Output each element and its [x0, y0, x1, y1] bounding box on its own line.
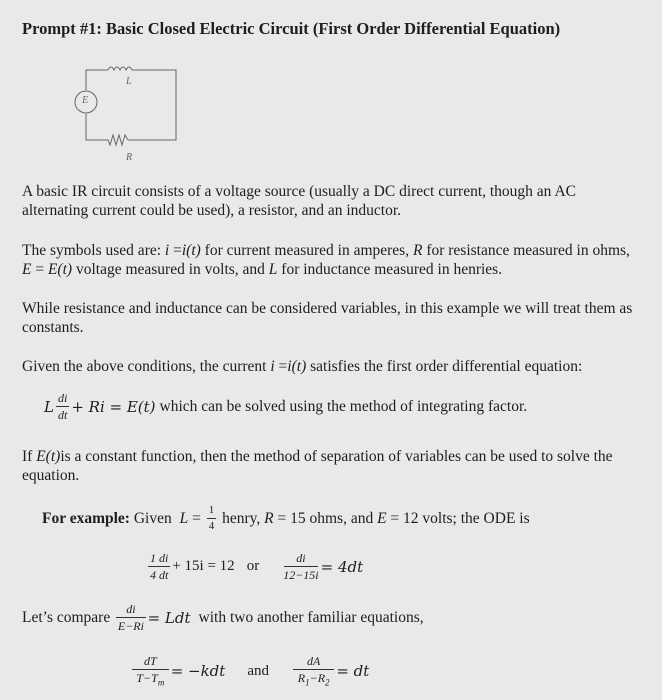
eq1-L-text: L	[44, 397, 54, 416]
p2-R-text: R	[412, 242, 423, 259]
example-d-text: = 12 volts; the ODE is	[386, 509, 530, 527]
resistor-label: R	[126, 152, 133, 163]
inductor-label: L	[126, 76, 132, 87]
compare-line	[22, 603, 424, 632]
eq1-num-text: di	[57, 391, 68, 405]
eq3-and-text: and	[247, 662, 269, 679]
p2-it-text: i(t)	[181, 242, 201, 259]
p2-L-text: L	[268, 261, 278, 278]
p2-E-text: E	[22, 261, 32, 278]
example-bold-text: For example:	[42, 509, 130, 527]
eq2-d1-text: 4 dt	[150, 568, 169, 582]
paragraph-conditions	[22, 357, 642, 376]
eq3-n1-text: dT	[132, 655, 169, 670]
eq3-d2s2-text: 2	[325, 677, 330, 688]
compare-a-text: Let’s compare	[22, 608, 111, 626]
p5-Et-text: E(t)	[36, 448, 61, 465]
example-eq-text: =	[188, 509, 205, 527]
p2-i-text: i	[164, 242, 170, 259]
p5-a-text: If	[22, 448, 37, 465]
p4-i-text: i	[270, 358, 275, 375]
example-den-text: 4	[208, 520, 215, 532]
p2-g-text: for inductance measured in henries.	[277, 261, 503, 278]
example-L-text: L	[179, 509, 189, 527]
example-c-text: = 15 ohms, and	[273, 509, 378, 527]
eq1-text-text: which can be solved using the method of integrating factor.	[159, 397, 528, 415]
example-num-text: 1	[207, 505, 217, 519]
p2-Et-text: E(t)	[47, 261, 73, 278]
eq3-d2a-text: R	[297, 671, 306, 685]
compare-den-text: E−Ri	[117, 619, 144, 633]
eq1-rest-text: + Ri = E(t)	[71, 397, 156, 416]
p2-f-text: voltage measured in volts, and	[72, 261, 269, 278]
eq3-d1-text: T−T	[136, 671, 158, 685]
eq2-r2-text: = 4dt	[320, 557, 364, 576]
p2-a-text: The symbols used are:	[22, 242, 165, 259]
equation-general	[44, 392, 527, 421]
p4-c-text: satisfies the first order differential equation:	[306, 358, 583, 375]
p4-b-text: =	[274, 358, 288, 375]
page-title: Prompt #1: Basic Closed Electric Circuit (First Order Differential Equation)	[22, 19, 561, 38]
paragraph-symbols	[22, 241, 642, 279]
p2-d-text: for resistance measured in ohms,	[422, 242, 630, 259]
example-b-text: henry,	[218, 509, 265, 527]
p2-b-text: =	[169, 242, 182, 259]
example-a-text: Given	[129, 509, 176, 527]
example-R-text: R	[264, 509, 274, 527]
compare-b-text: = Ldt	[147, 608, 191, 627]
eq3-r1-text: = −kdt	[170, 662, 226, 681]
example-line	[42, 505, 530, 532]
eq3-n2-text: dA	[293, 655, 334, 670]
compare-num-text: di	[116, 603, 145, 618]
eq2-n2-text: di	[284, 552, 317, 567]
example-E-text: E	[377, 509, 387, 527]
eq1-den-text: dt	[57, 408, 68, 422]
eq2-d2-text: 12−15i	[283, 568, 319, 582]
eq2-r1-text: + 15i = 12	[172, 558, 235, 574]
eq3-d2b-text: −R	[309, 671, 326, 685]
eq3-d1sub-text: m	[157, 677, 165, 688]
compare-c-text: with two another familiar equations,	[198, 608, 424, 626]
eq2-n1-text: 1 di	[150, 551, 169, 565]
eq3-r2-text: = dt	[336, 662, 370, 681]
paragraph-separation	[22, 447, 642, 485]
paragraph-intro: A basic IR circuit consists of a voltage source (usually a DC direct current, though an AC alternating current could be used), a resistor, and an inductor.	[22, 183, 576, 219]
equation-familiar	[130, 655, 369, 687]
source-label: E	[82, 95, 89, 106]
p2-c-text: for current measured in amperes,	[200, 242, 413, 259]
eq3-d2s1-text: 1	[305, 677, 310, 688]
p2-e-text: =	[31, 261, 48, 278]
circuit-diagram	[68, 62, 188, 167]
p4-a-text: Given the above conditions, the current	[22, 358, 271, 375]
paragraph-constants: While resistance and inductance can be considered variables, in this example we will treat them as constants.	[22, 300, 633, 336]
p5-b-text: is a constant function, then the method of separation of variables can be used to solve the equation.	[22, 448, 613, 484]
p4-it-text: i(t)	[287, 358, 307, 375]
eq2-or-text: or	[246, 558, 260, 574]
equation-example	[146, 552, 363, 581]
